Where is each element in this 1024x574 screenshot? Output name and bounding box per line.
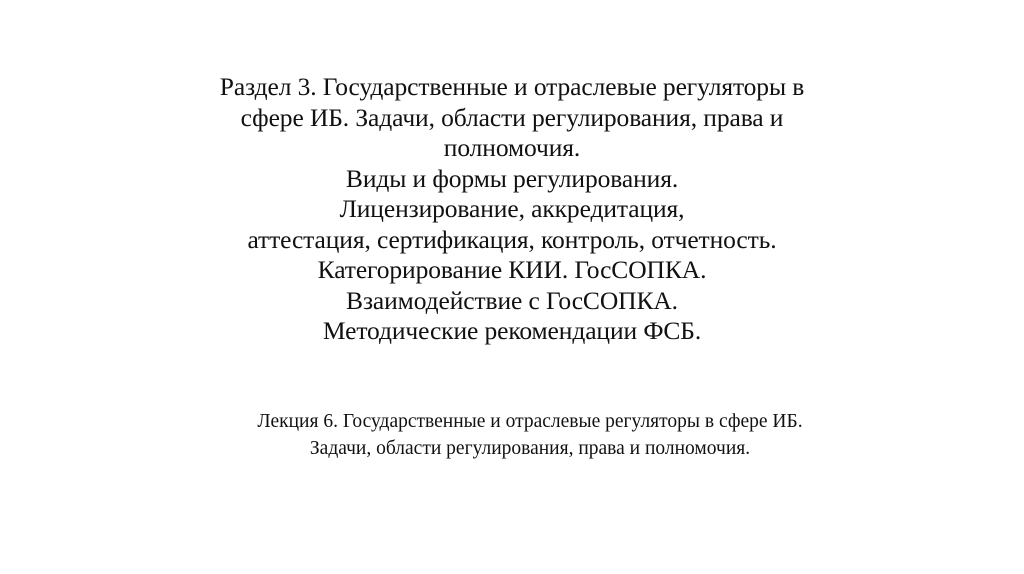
- title-line: Виды и формы регулирования.: [345, 163, 679, 193]
- title-line: Методические рекомендации ФСБ.: [322, 316, 702, 345]
- title-line: сфере ИБ. Задачи, области регулирования, права и: [240, 102, 784, 132]
- title-line: аттестация, сертификация, контроль, отчетность.: [247, 224, 777, 254]
- subtitle-line: Задачи, области регулирования, права и полномочия.: [309, 438, 751, 459]
- title-line: Взаимодействие с ГосСОПКА.: [346, 285, 678, 315]
- slide-title: [112, 72, 912, 347]
- title-line: Категорирование КИИ. ГосСОПКА.: [317, 255, 707, 284]
- title-line: полномочия.: [443, 133, 581, 162]
- slide-subtitle: [130, 408, 930, 462]
- subtitle-line: Лекция 6. Государственные и отраслевые регуляторы в сфере ИБ.: [257, 411, 803, 432]
- title-line: Раздел 3. Государственные и отраслевые регуляторы в: [219, 72, 805, 101]
- title-line: Лицензирование, аккредитация,: [339, 194, 685, 223]
